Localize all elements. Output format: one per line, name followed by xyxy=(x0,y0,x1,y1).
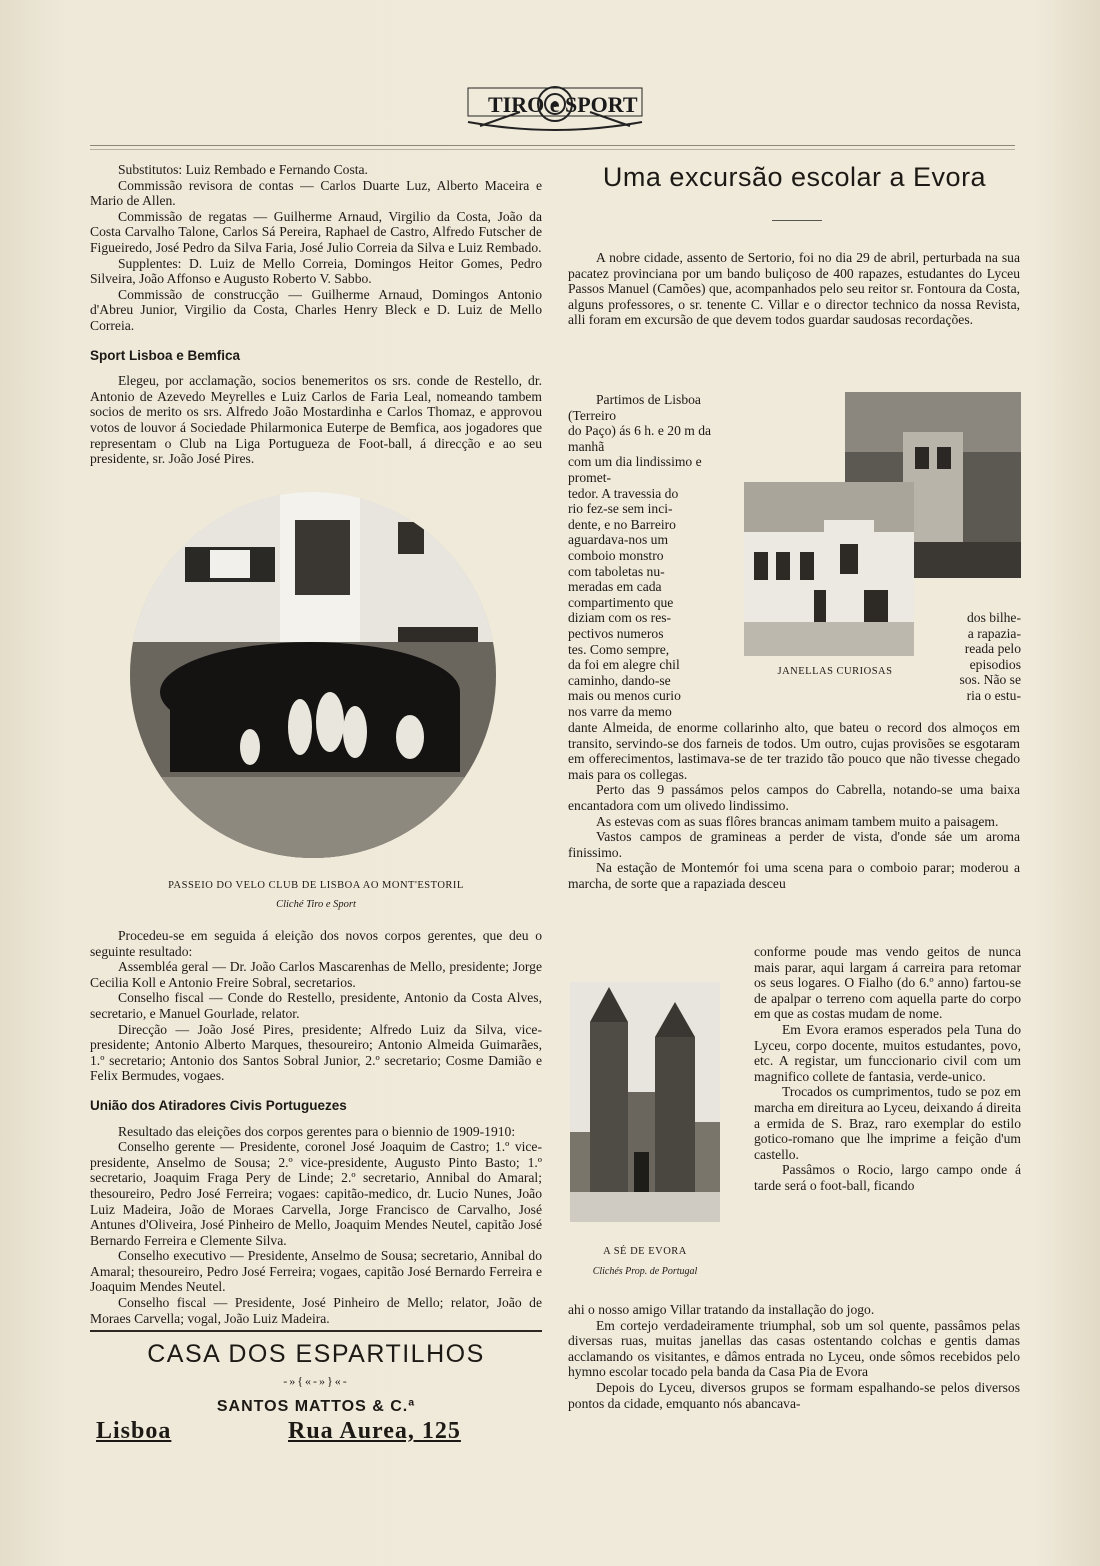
photo-caption-block xyxy=(90,878,542,912)
article-p2-line: meradas em cada xyxy=(568,579,662,595)
article-p2-line: nos varre da memo xyxy=(568,703,672,719)
article-p5: As estevas com as suas flôres brancas animam tambem muito a paisagem. xyxy=(596,813,999,829)
ad-title: CASA DOS ESPARTILHOS xyxy=(147,1340,485,1368)
article-p2-line: mais ou menos curio xyxy=(568,688,681,704)
caption-janellas-block xyxy=(750,664,920,680)
article-p2-right-line: sos. Não se xyxy=(959,672,1021,688)
uniao-text-2: Conselho gerente — Presidente, coronel José Joaquim de Castro; 1.º vice-presidente, Anselmo de Sousa; 2.º vice-presidente, Augusto Pinto Basto; 1.º secretario, Joaquim Fraga Pery de Linde; 2.º secretario, Annibal do Amaral; thesoureiro, Pedro José Ferreira; vogaes: capitão-medico, dr. Lucio Nunes, João Luiz Madeira, João de Moraes Carvella, Jorge Francisco de Carvalho, José Antunes d'Oliveira, José Pinheiro de Mello, Joaquim Mendes Neutel, capitão José Bernardo Ferreira e Clemente Silva. xyxy=(90,1139,542,1248)
caption-se-evora: A SÉ DE EVORA xyxy=(603,1246,687,1257)
photo-credit: Cliché Tiro e Sport xyxy=(276,898,356,910)
uniao-text-1: Resultado das eleições dos corpos gerentes para o biennio de 1909-1910: xyxy=(118,1123,516,1139)
article-p6: Vastos campos de gramineas a perder de vista, d'onde sáe um aroma finissimo. xyxy=(568,829,1020,860)
header-rule xyxy=(90,145,1015,146)
article-p7: Na estação de Montemór foi uma scena para o comboio parar; moderou a marcha, de sorte que a rapaziada desceu xyxy=(568,860,1020,891)
left-intro-2: Commissão revisora de contas — Carlos Duarte Luz, Alberto Maceira e Mario de Allen. xyxy=(90,177,542,209)
article-p2-right-line: a rapazia- xyxy=(967,625,1021,641)
benfica-more-4: Direcção — João José Pires, presidente; Alfredo Luiz da Silva, vice-presidente; Antonio Alberto Marques, thesoureiro; Antonio Almeida Guimarães, 1.º secretario; Antonio dos Santos Sobral Junior, 2.º secretario; Cosme Damião e Felix Bermudes, vogaes. xyxy=(90,1021,542,1084)
article-p2-line: comboio monstro xyxy=(568,547,664,563)
header-rule-thin xyxy=(90,149,1015,150)
article-p7b: conforme poude mas vendo geitos de nunca mais parar, aqui largam á carreira para retomar os seus logares. O Fialho (do 6.º anno) fartou-se de apalpar o terreno com aquella parte do corpo em que as costas mudam de nome. xyxy=(754,944,1021,1022)
article-p3: dante Almeida, de enorme collarinho alto, que bateu o record dos almoços em transito, servindo-se dos farneis de todos. Um outro, cujas provisões se esgotaram em offerecimentos, lastimava-se de ter trazido tão pouco que não tivesse chegado mais para os collegas. xyxy=(568,720,1020,782)
article-p2-block xyxy=(568,392,748,719)
article-p2-line: diziam com os res- xyxy=(568,610,672,626)
article-p2-line: tes. Como sempre, xyxy=(568,641,670,657)
article-p2-line: do Paço) ás 6 h. e 20 m da manhã xyxy=(568,423,712,454)
uniao-text-3: Conselho executivo — Presidente, Anselmo de Sousa; secretario, Annibal do Amaral; thesoureiro, Pedro José Ferreira; vogaes, capitão José Bernardo Ferreira e Joaquim Mendes Neutel. xyxy=(90,1248,542,1295)
article-p2-line: Partimos de Lisboa (Terreiro xyxy=(568,392,701,423)
article-p2-right-line: dos bilhe- xyxy=(967,610,1021,625)
article-p2-line: rio fez-se sem inci- xyxy=(568,501,673,517)
benfica-more-2: Assembléa geral — Dr. João Carlos Mascarenhas de Mello, presidente; Jorge Cecilia Koll e Antonio Freire Sobral, secretarios. xyxy=(90,959,542,990)
article-p2-line: pectivos numeros xyxy=(568,625,664,641)
benfica-more-3: Conselho fiscal — Conde do Restello, presidente, Antonio da Costa Alves, secretario, e Manuel Gourlade, relator. xyxy=(90,990,542,1021)
left-intro-3: Commissão de regatas — Guilherme Arnaud, Virgilio da Costa, João da Costa Carvalho Talone, Carlos Sá Pereira, Raphael de Castro, Alfredo Futscher de Figueiredo, José Pedro da Silva Faria, José Julio Correia da Silva e Luiz Rembado. xyxy=(90,208,542,255)
house-photo xyxy=(744,482,914,656)
article-p2-line: compartimento que xyxy=(568,594,674,610)
section-title-benfica: Sport Lisboa e Bemfica xyxy=(90,347,241,363)
article-p10a: Passâmos o Rocio, largo campo onde á tarde será o foot-ball, ficando xyxy=(754,1162,1021,1193)
article-p2-right-line: reada pelo xyxy=(964,641,1021,657)
ad-firm: SANTOS MATTOS & C.ª xyxy=(216,1398,416,1415)
masthead-logo-text: TIRO e SPORT xyxy=(488,92,638,117)
article-mid-block xyxy=(568,720,1020,892)
cathedral-caption-block xyxy=(570,1244,720,1279)
uniao-text-4: Conselho fiscal — Presidente, José Pinheiro de Mello; relator, João de Moraes Carvella; vogal, João Luiz Madeira. xyxy=(90,1295,542,1326)
article-p2-right-line: ria o estu- xyxy=(966,687,1021,703)
article-p2-line: com um dia lindissimo e promet- xyxy=(568,454,702,485)
credit-se-evora: Clichés Prop. de Portugal xyxy=(592,1265,698,1277)
article-p2-line: aguardava-nos um xyxy=(568,532,669,548)
article-p10b: ahi o nosso amigo Villar tratando da installação do jogo. xyxy=(568,1302,875,1317)
article-p11: Em cortejo verdadeiramente triumphal, sob um sol quente, passâmos pelas diversas ruas, muitas janellas das casas ostentando colchas e gentis damas acclamando os visitantes, e dâmos entrada no Lyceu, onde sômos recebidos pelo hymno escolar tocado pela banda da Casa Pia de Evora xyxy=(568,1317,1020,1380)
ad-ornament: -»{«-»}«- xyxy=(283,1374,349,1388)
group-photo xyxy=(130,492,496,858)
cathedral-photo xyxy=(570,982,720,1222)
article-p2-line: tedor. A travessia do xyxy=(568,485,679,501)
article-p2-line: dente, e no Barreiro xyxy=(568,516,676,532)
masthead-logo xyxy=(460,82,650,134)
photo-caption: PASSEIO DO VELO CLUB DE LISBOA AO MONT'ESTORIL xyxy=(168,880,464,891)
left-intro-4: Supplentes: D. Luiz de Mello Correia, Domingos Heitor Gomes, Pedro Silveira, João Affonso e Augusto Roberto V. Sabbo. xyxy=(90,255,542,287)
ad-address: Rua Aurea, 125 xyxy=(288,1418,461,1444)
ad-rule xyxy=(90,1330,542,1332)
benfica-more-1: Procedeu-se em seguida á eleição dos novos corpos gerentes, que deu o seguinte resultado: xyxy=(90,928,542,959)
article-p1: A nobre cidade, assento de Sertorio, foi no dia 29 de abril, perturbada na sua pacatez provinciana por um bando buliçoso de 400 rapazes, estudantes do Lyceu Passos Manuel (Camões) que, acompanhados pelo seu reitor sr. Fontoura da Costa, alguns professores, o sr. tenente C. Villar e o director technico da nossa Revista, alli foram em excursão de que devem todos guardar saudosas recordações. xyxy=(568,250,1020,328)
article-p2-right-line: episodios xyxy=(969,656,1021,672)
title-rule xyxy=(772,220,822,221)
article-p9: Trocados os cumprimentos, tudo se poz em marcha em direitura ao Lyceu, deixando á direita a ermida de S. Braz, raro exemplar do estilo gotico-romano que lhe imprime a feição d'um castello. xyxy=(754,1084,1021,1162)
article-title: Uma excursão escolar a Evora xyxy=(602,162,987,192)
section-title-uniao: União dos Atiradores Civis Portuguezes xyxy=(90,1097,347,1113)
article-beside-cathedral xyxy=(754,944,1021,1194)
caption-janellas: JANELLAS CURIOSAS xyxy=(777,666,893,677)
benfica-text: Elegeu, por acclamação, socios benemeritos os srs. conde de Restello, dr. Antonio de Azevedo Meyrelles e Luiz Carlos de Faria Leal, nomeando tambem socios de merito os srs. Alfredo João Mostardinha e Carlos Thomaz, e approvou votos de louvor á Sociedade Philarmonica Euterpe de Bemfica, aos jogadores que representam o Club na Liga Portugueza de Foot-ball, á direcção e ao seu presidente, sr. João José Pires. xyxy=(90,373,542,467)
article-p2-line: com taboletas nu- xyxy=(568,563,665,579)
article-p2-line: caminho, dando-se xyxy=(568,672,671,688)
left-intro-5: Commissão de construcção — Guilherme Arnaud, Domingos Antonio d'Abreu Junior, Virgilio da Costa, Charles Henry Bleck e D. Luiz de Mello Correia. xyxy=(90,286,542,333)
article-p4: Perto das 9 passámos pelos campos do Cabrella, notando-se uma baixa encantadora com um olivedo lindissimo. xyxy=(568,782,1020,813)
article-p12: Depois do Lyceu, diversos grupos se formam espalhando-se pelos diversos pontos da cidade, emquanto nós abancava- xyxy=(568,1379,1020,1411)
article-p2-line: da foi em alegre chil xyxy=(568,657,680,673)
left-lower-block xyxy=(90,928,542,1326)
left-column xyxy=(90,162,542,467)
left-intro-1: Substitutos: Luiz Rembado e Fernando Costa. xyxy=(118,162,368,177)
article-p2-right-block xyxy=(928,610,1021,704)
article-bottom-block xyxy=(568,1302,1020,1411)
article-p8: Em Evora eramos esperados pela Tuna do Lyceu, corpo docente, muitos estudantes, povo, etc. A registar, um funccionario civil com um magnifico collete de fantasia, verde-unico. xyxy=(754,1021,1021,1084)
article-p1-block xyxy=(568,250,1020,328)
ad-city: Lisboa xyxy=(96,1418,172,1444)
